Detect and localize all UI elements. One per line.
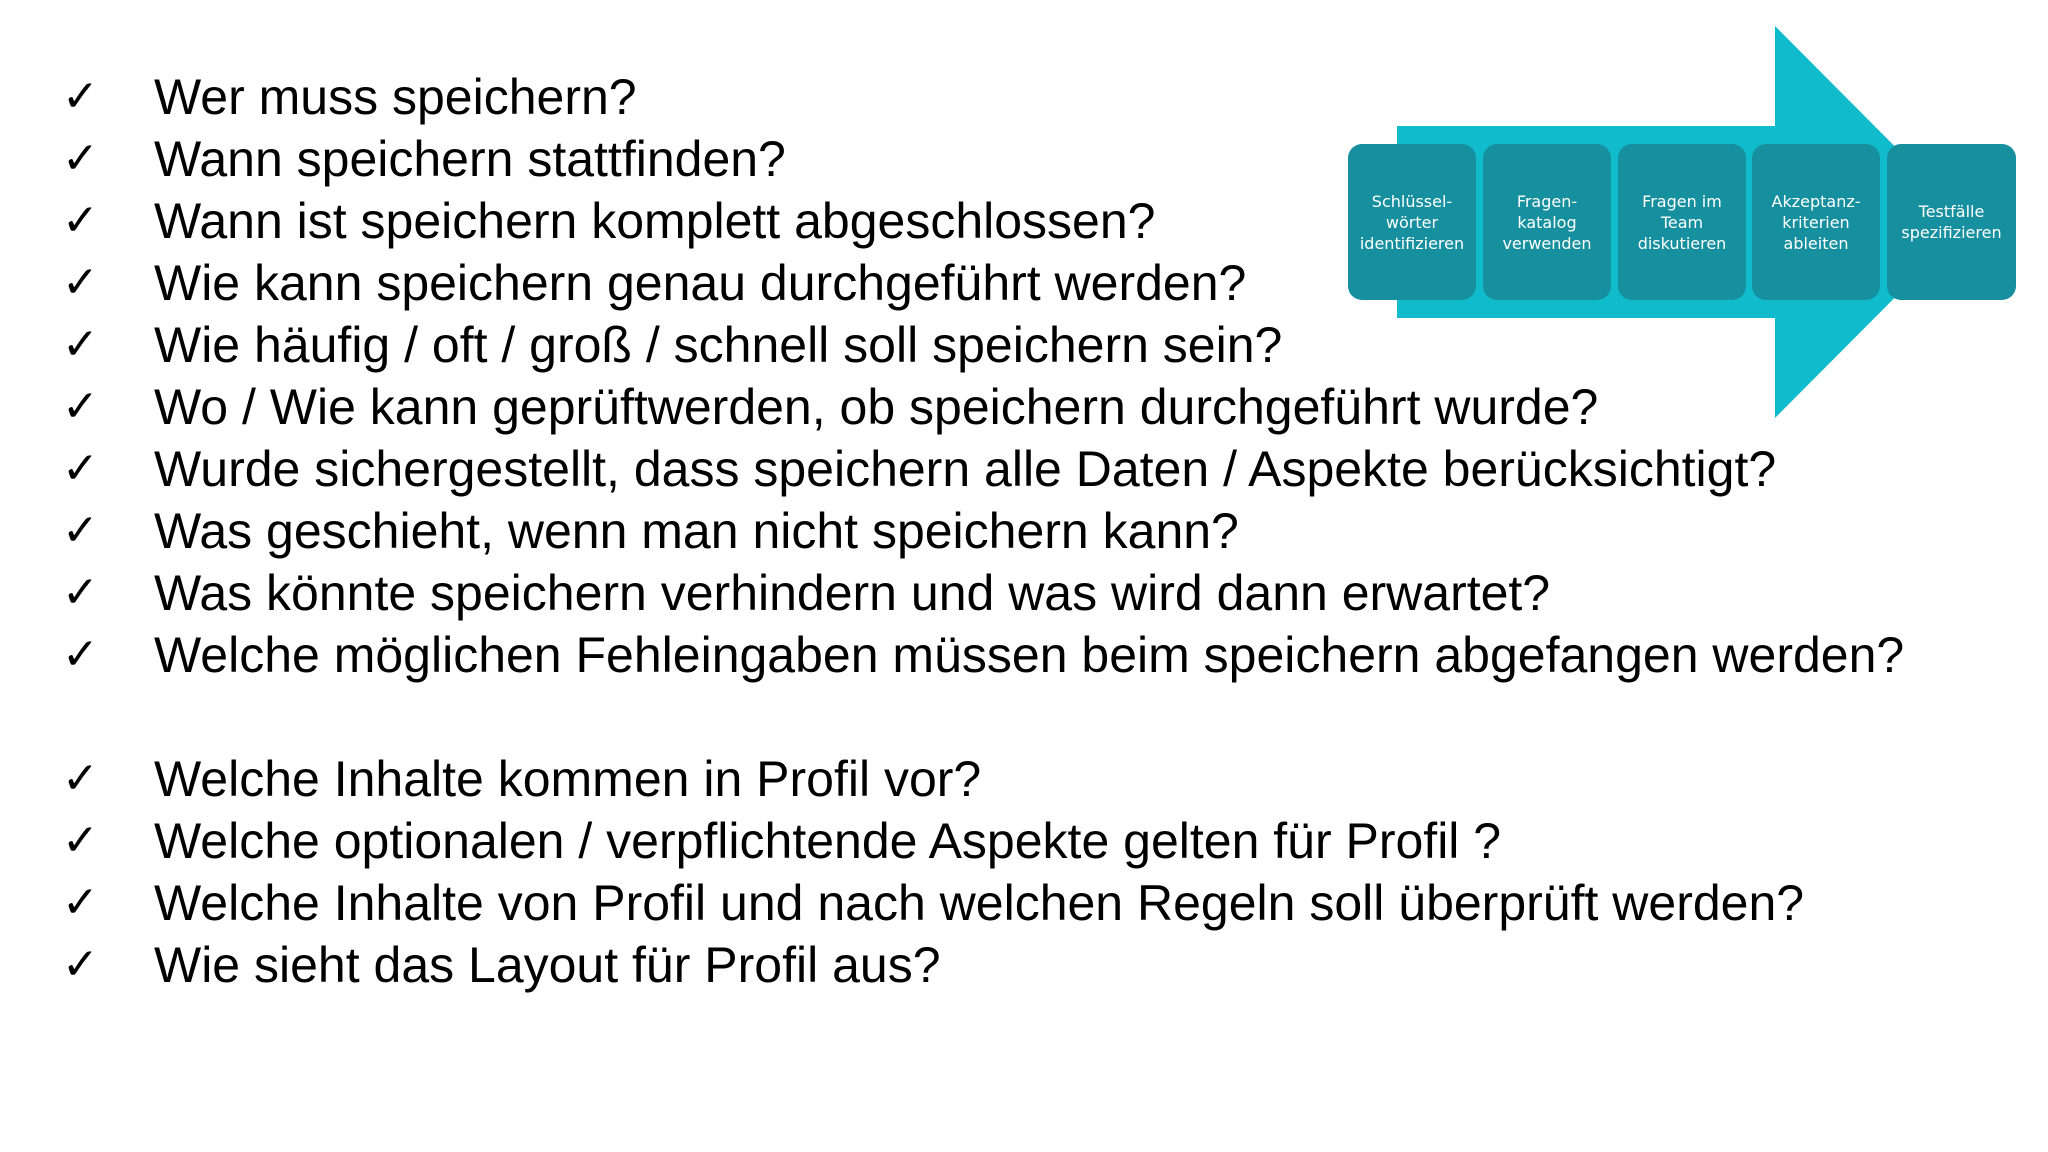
checkmark-icon: ✓ [62,133,99,184]
list-item-text: Welche optionalen / verpflichtende Aspekte gelten für Profil ? [154,813,1502,869]
list-item-text: Wurde sichergestellt, dass speichern alle Daten / Aspekte berücksichtigt? [154,441,1777,497]
checkmark-icon: ✓ [62,815,99,866]
list-item-text: Wie sieht das Layout für Profil aus? [154,937,941,993]
checkmark-icon: ✓ [62,877,99,928]
process-step-label: Testfälle spezifizieren [1901,202,2002,242]
list-item-text: Welche möglichen Fehleingaben müssen beim speichern abgefangen werden? [154,627,1905,683]
checkmark-icon: ✓ [62,195,99,246]
checkmark-icon: ✓ [62,505,99,556]
list-item-text: Wie kann speichern genau durchgeführt werden? [154,255,1247,311]
checkmark-icon: ✓ [62,567,99,618]
list-item-text: Was könnte speichern verhindern und was wird dann erwartet? [154,565,1551,621]
list-item-text: Was geschieht, wenn man nicht speichern kann? [154,503,1239,559]
process-step-label: Akzeptanz- kriterien ableiten [1771,191,1861,253]
checkmark-icon: ✓ [62,629,99,680]
list-item-text: Wo / Wie kann geprüftwerden, ob speichern durchgeführt wurde? [154,379,1599,435]
process-step-box [1752,144,1880,300]
checkmark-icon: ✓ [62,381,99,432]
process-step-box [1618,144,1746,300]
list-item-text: Wann speichern stattfinden? [154,131,786,187]
checkmark-icon: ✓ [62,257,99,308]
list-item-text: Wann ist speichern komplett abgeschlossen? [154,193,1156,249]
process-step-box [1483,144,1611,300]
process-step-label: Fragen- katalog verwenden [1502,191,1592,253]
list-item-text: Welche Inhalte kommen in Profil vor? [154,751,982,807]
checkmark-icon: ✓ [62,71,99,122]
process-step-label: Schlüssel- wörter identifizieren [1359,191,1465,253]
process-step-box [1348,144,1476,300]
list-item-text: Wer muss speichern? [154,69,637,125]
checkmark-icon: ✓ [62,939,99,990]
list-item-text: Welche Inhalte von Profil und nach welchen Regeln soll überprüft werden? [154,875,1805,931]
checkmark-icon: ✓ [62,443,99,494]
checkmark-icon: ✓ [62,319,99,370]
process-step-label: Fragen im Team diskutieren [1637,191,1727,253]
list-item-text: Wie häufig / oft / groß / schnell soll speichern sein? [154,317,1283,373]
checkmark-icon: ✓ [62,753,99,804]
process-arrow-diagram [1348,26,2016,418]
process-step-box [1887,144,2016,300]
